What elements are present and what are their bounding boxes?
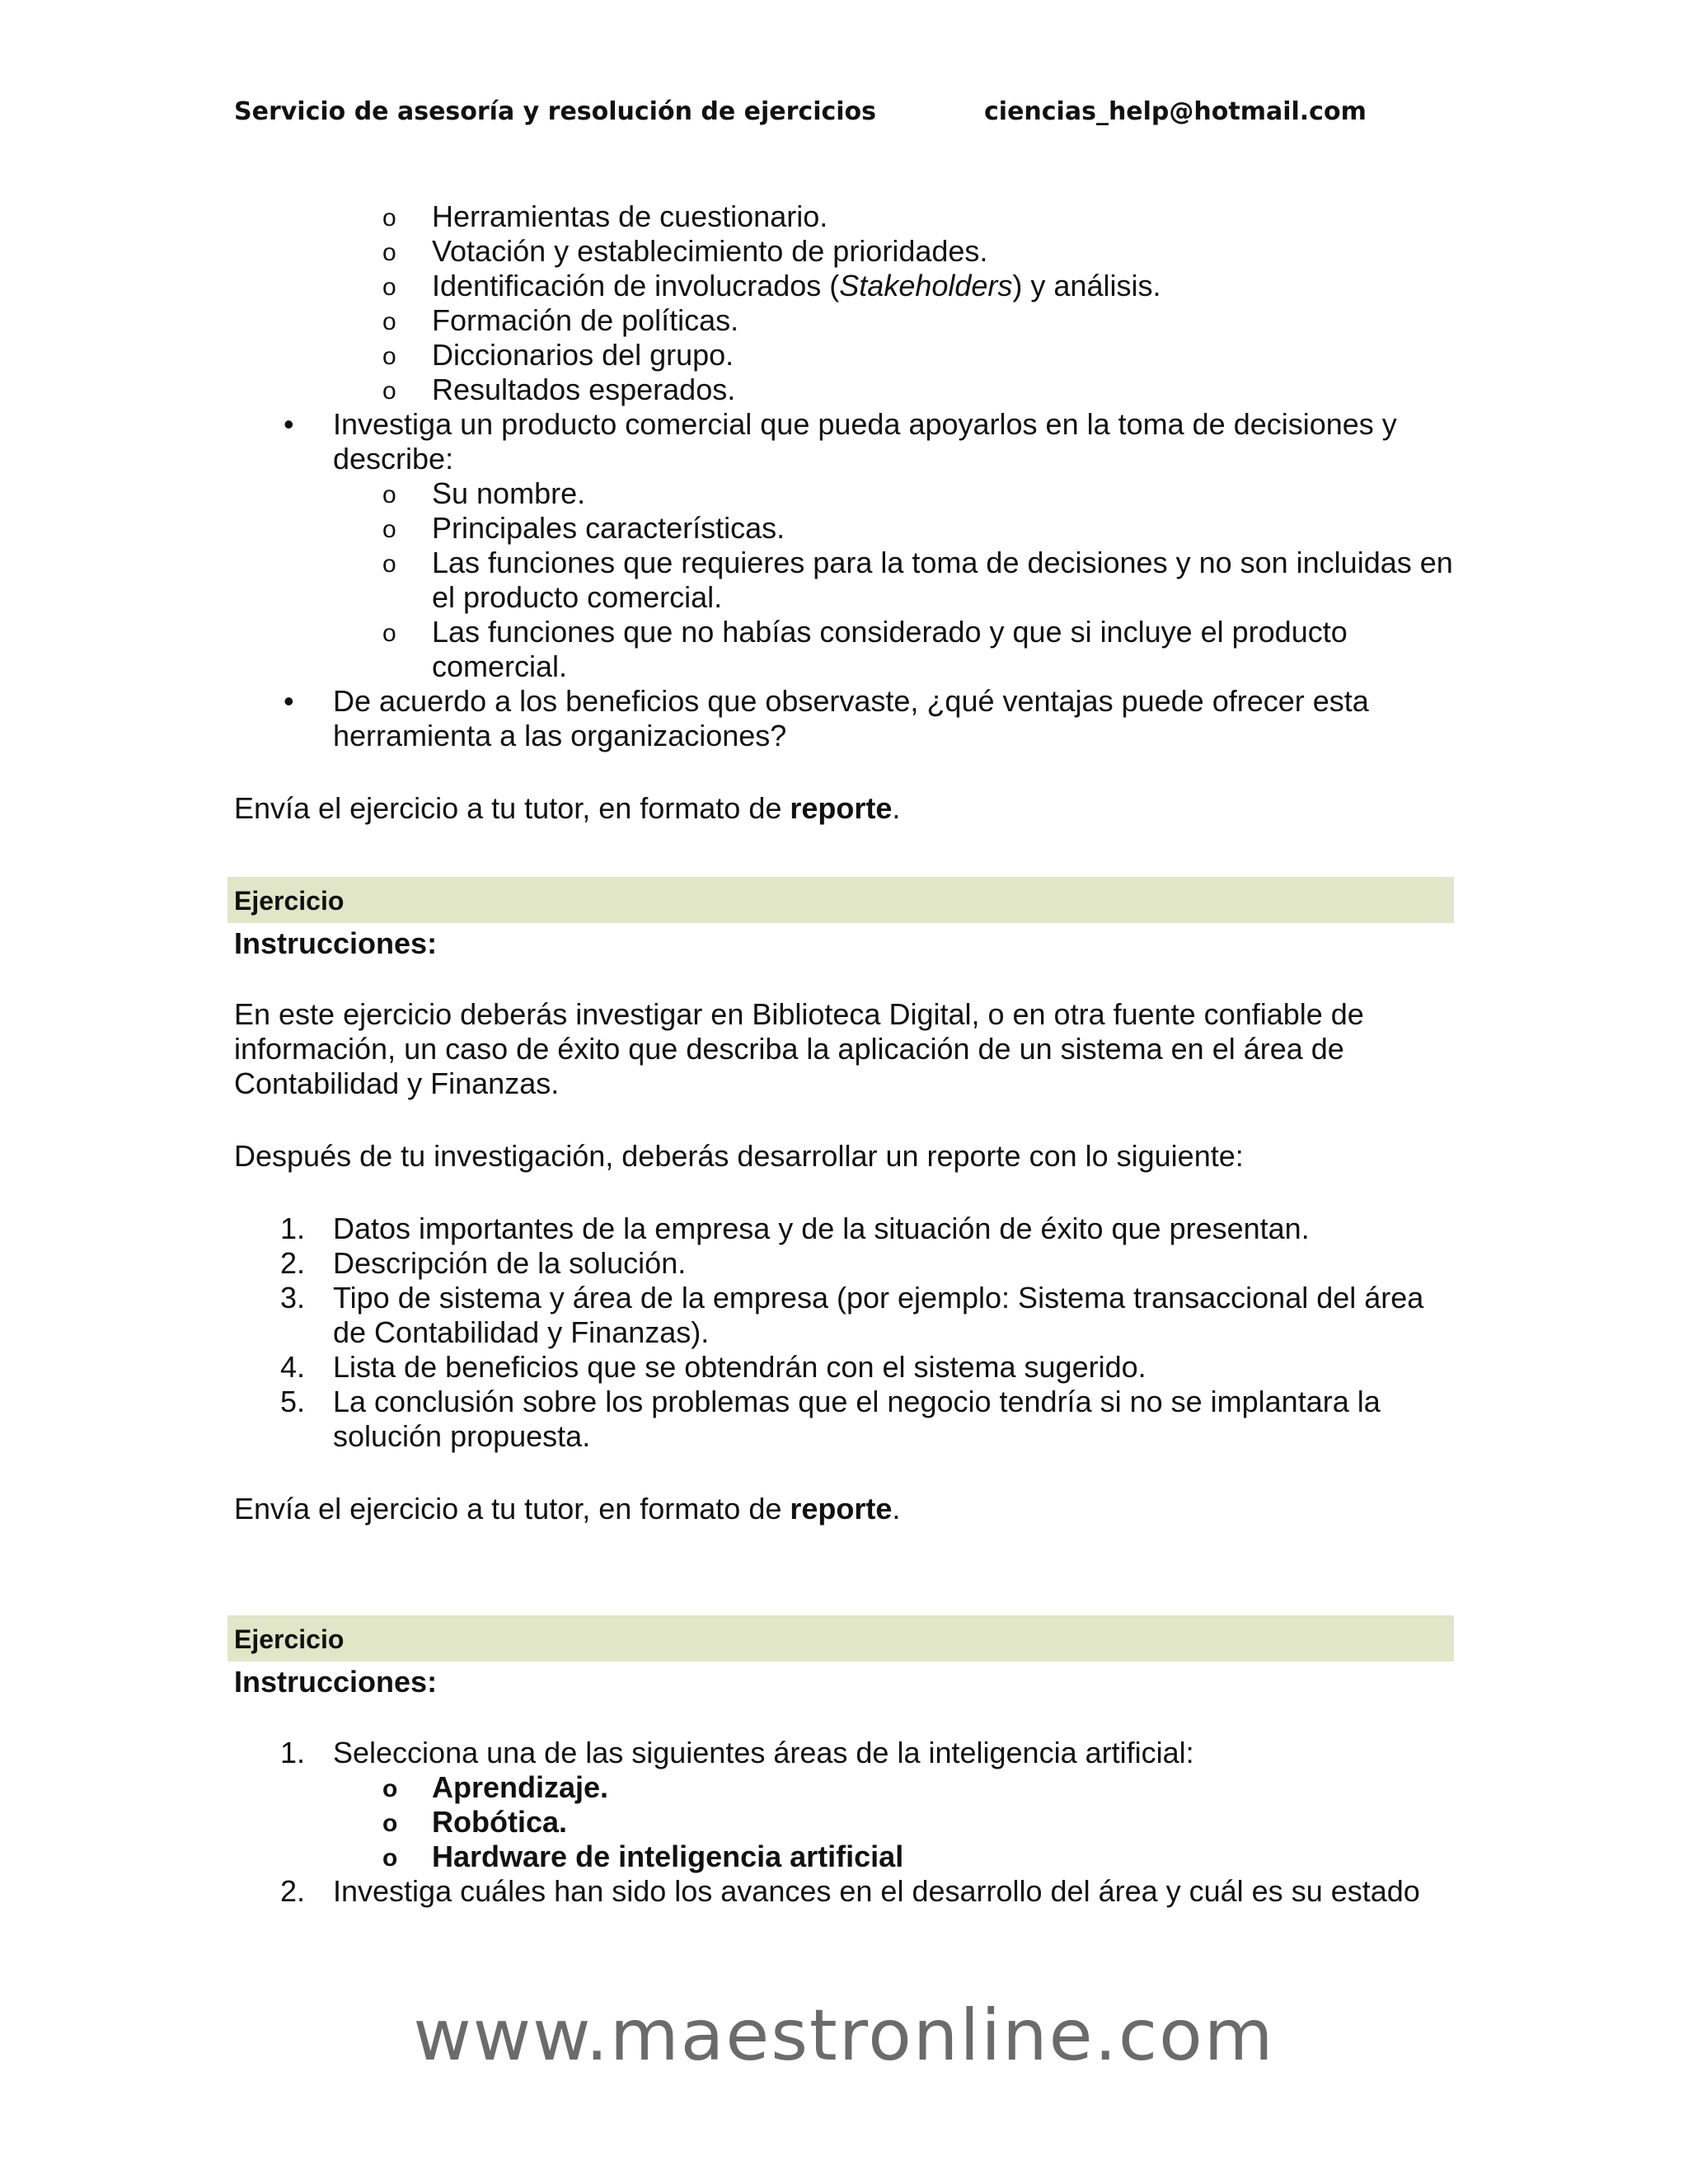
list-item: o Las funciones que no habías considerado y que si incluye el producto comercial.: [333, 615, 1454, 684]
list-item: o Resultados esperados.: [234, 373, 1454, 407]
send-report-note: Envía el ejercicio a tu tutor, en formato de reporte.: [234, 791, 901, 825]
header-email: ciencias_help@hotmail.com: [984, 97, 1367, 126]
list-item: 5. La conclusión sobre los problemas que el negocio tendría si no se implantara la solución propuesta.: [280, 1385, 1381, 1453]
bullet-item-product: • Investiga un producto comercial que pueda apoyarlos en la toma de decisiones y describe: o Su nombre. o Principales características. o Las funciones que requieres para la toma de decisiones y no son incluidas en el producto comercial. o Las funciones que no habías considerado y que si incluye el producto comercial.: [234, 407, 1454, 684]
list-item: o Votación y establecimiento de prioridades.: [234, 234, 1454, 269]
list-item: o Hardware de inteligencia artificial: [333, 1840, 1454, 1874]
bullet-icon: •: [284, 407, 294, 441]
exercise-heading: Ejercicio: [227, 1615, 1454, 1661]
list-item: 4. Lista de beneficios que se obtendrán con el sistema sugerido.: [280, 1350, 1146, 1384]
continued-sublist: [234, 199, 1454, 407]
numbered-list: [234, 1736, 1454, 1909]
product-sublist: [333, 476, 1454, 684]
send-report-note: Envía el ejercicio a tu tutor, en formato de reporte.: [234, 1492, 901, 1526]
watermark: www.maestronline.com: [413, 1994, 1275, 2077]
bullet-icon: •: [284, 684, 294, 718]
exercise-heading: Ejercicio: [227, 877, 1454, 923]
instructions-heading: Instrucciones:: [234, 926, 438, 960]
page-header: [234, 97, 1470, 138]
list-item: o Diccionarios del grupo.: [234, 338, 1454, 373]
list-item: 1. Selecciona una de las siguientes áreas de la inteligencia artificial: o Aprendizaje. o Robótica. o Hardware de inteligencia artificial: [234, 1736, 1454, 1874]
list-item: 2. Investiga cuáles han sido los avances en el desarrollo del área y cuál es su estado: [280, 1874, 1420, 1908]
exercise-intro: En este ejercicio deberás investigar en Biblioteca Digital, o en otra fuente confiable de información, un caso de éxito que describa la aplicación de un sistema en el área de Contabilidad y Finanzas.: [234, 997, 1364, 1100]
list-item: o Las funciones que requieres para la toma de decisiones y no son incluidas en el producto comercial.: [333, 546, 1454, 615]
list-item: o Aprendizaje.: [333, 1770, 1454, 1805]
list-item: o Identificación de involucrados (Stakeholders) y análisis.: [234, 269, 1454, 303]
list-item: 2. Descripción de la solución.: [280, 1246, 687, 1280]
bullet-item-benefits: • De acuerdo a los beneficios que observaste, ¿qué ventajas puede ofrecer esta herramienta a las organizaciones?: [284, 684, 1369, 752]
list-item: o Formación de políticas.: [234, 303, 1454, 338]
header-service-title: Servicio de asesoría y resolución de ejercicios: [234, 97, 877, 126]
list-item: 1. Datos importantes de la empresa y de la situación de éxito que presentan.: [280, 1212, 1310, 1245]
list-item: 3. Tipo de sistema y área de la empresa (por ejemplo: Sistema transaccional del área de Contabilidad y Finanzas).: [280, 1281, 1424, 1349]
list-item: o Robótica.: [333, 1805, 1454, 1840]
stakeholders-italic: Stakeholders: [839, 269, 1013, 302]
bullet-list: [234, 407, 1454, 753]
list-item: o Principales características.: [333, 511, 1454, 546]
list-item: o Herramientas de cuestionario.: [234, 199, 1454, 234]
ai-areas-sublist: [333, 1770, 1454, 1874]
instructions-heading: Instrucciones:: [234, 1665, 438, 1699]
exercise-after: Después de tu investigación, deberás desarrollar un reporte con lo siguiente:: [234, 1139, 1244, 1173]
document-body: [234, 199, 1454, 1909]
list-item: o Su nombre.: [333, 476, 1454, 511]
numbered-list: [234, 1212, 1454, 1454]
